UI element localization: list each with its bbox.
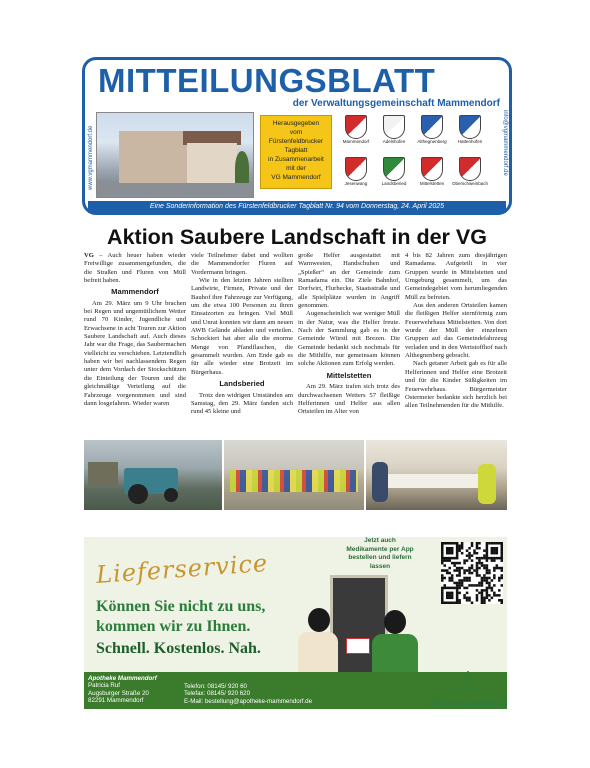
publisher-box: Herausgegeben vom Fürstenfeldbrucker Tagblatt in Zusammenarbeit mit der VG Mammendorf [260,115,332,189]
crest-label: Oberschweinbach [452,181,489,186]
ad-contact: Telefon: 08145/ 920 60 Telefax: 08145/ 920 620 E-Mail: bestellung@apotheke-mammendorf.de [184,683,313,705]
paragraph: Aus den anderen Ortsteilen kamen die fleißigen Helfer sternförmig zum Feuerwehrhaus Mittelstetten. Von dort wurde der Müll der einzelnen Gruppen auf das Gemeindefahrzeug verladen und in den Wertstoffhof nach Althegnenberg gebracht. [405,302,507,360]
section-heading-landsberied: Landsberied [219,379,265,389]
article-headline: Aktion Saubere Landschaft in der VG [107,225,487,249]
article-column-2 [191,252,293,417]
paragraph: große Helfer ausgestattet mit Warnwesten, Handschuhen und „Spießer“ an der Gemeinde zum Ramadama ein. Die Ziele Bahnhof, Dorfwirt, Flurhecke, Staatsstraße und alle Spielplätze wurden in Angriff genommen. [298,252,400,310]
photo-tractor [84,440,222,510]
email-link[interactable]: info@vgmammendorf.de [502,110,508,176]
section-heading-mittelstetten: Mittelstetten [326,370,372,380]
section-heading-mammendorf: Mammendorf [111,287,159,297]
crest-label: Althegnenberg [417,139,447,144]
town-hall-photo [96,112,254,198]
pharmacy-logo: ⚕ APOTHEKE Mammendorf [429,668,507,710]
crest-adelshofen [376,115,412,144]
ad-slogan-line-1: Können Sie nicht zu uns, [96,598,266,615]
masthead-footer: Eine Sonderinformation des Fürstenfeldbrucker Tagblatt Nr. 94 vom Donnerstag, 24. April 2025 [88,201,506,213]
ad-slogan-line-2: kommen wir zu Ihnen. [96,618,251,635]
ad-slogan-line-3: Schnell. Kostenlos. Nah. [96,640,261,657]
paragraph: Am 29. März trafen sich trotz des durchwachsenen Wetters 57 fleißige Helferinnen und Helfer aus allen Ortsteilen im Alter von [298,383,400,416]
crest-mittelstetten [414,157,450,186]
crest-label: Adelshofen [382,139,406,144]
paragraph: viele Teilnehmer dabei und wollten die Mammendorfer Fluren auf Vordermann bringen. [191,252,293,276]
crest-label: Jesenwang [344,181,368,186]
crest-label: Hattenhofen [457,139,483,144]
crest-landsberied [376,157,412,186]
photo-brotzeit [366,440,507,510]
paragraph: Am 29. März um 9 Uhr brachen bei Regen und ungemütlichem Wetter rund 70 Kinder, Jugendliche und Erwachsene in acht Touren zur Aktion Saubere Landschaft auf. Auch dieses Jahr war die Frage, das Saubermachen vielleicht zu verschieben. Letztendlich haben wir bei nachlassendem Regen unter dem Vordach der Stockschützen die Einteilung der Touren und die gleichmäßige Verteilung auf die Fahrzeuge vorgenommen und sind dann losgefahren. Wieder waren [84,299,186,407]
crest-shield-icon [383,157,405,181]
crest-shield-icon [421,115,443,139]
medicine-package [346,638,370,654]
crest-althegnenberg [414,115,450,144]
masthead-subtitle: der Verwaltungsgemeinschaft Mammendorf [292,98,500,109]
website-link[interactable]: www.vgmammendorf.de [88,125,94,190]
article-column-1 [84,252,186,408]
crest-label: Landsberied [381,181,407,186]
crest-shield-icon [421,157,443,181]
crest-label: Mammendorf [342,139,370,144]
paragraph: Trotz den widrigen Umständen am Samstag, den 29. März fanden sich rund 45 kleine und [191,391,293,416]
crest-shield-icon [459,157,481,181]
person-left-head [308,608,330,632]
paragraph: Wie in den letzten Jahren stellten Landwirte, Firmen, Private und der Bauhof ihre Fahrzeuge zur Verfügung, um die etwa 100 Personen zu ihren Einsatzorten zu bringen. Viel Müll und Unrat konnten wir dann am neuen AWB Gelände abladen und verteilen. Schockiert hat aber alle die enorme Menge von Pfandflaschen, die gesammelt wurden. Am Ende gab es für alle wieder eine Brotzeit im Bürgerhaus. [191,277,293,376]
crest-shield-icon [345,115,367,139]
crest-shield-icon [345,157,367,181]
photo-group [224,440,364,510]
crest-jesenwang [338,157,374,186]
ad-address: Apotheke Mammendorf Patricia Ruf Augsburger Straße 20 82291 Mammendorf [88,675,157,705]
masthead-title: MITTEILUNGSBLATT [98,62,436,99]
person-left-body [298,632,338,674]
person-right-body [372,634,418,674]
qr-code-icon[interactable] [441,542,503,604]
ad-app-bubble: Jetzt auch Medikamente per App bestellen und liefern lassen [346,537,414,570]
person-right-head [384,610,406,634]
crest-shield-icon [383,115,405,139]
paragraph: 4 bis 82 Jahren zum diesjährigen Ramadama. Aufgeteilt in vier Gruppen wurde in Mittelstetten und Umgebung gesammelt, um das Gemeindegebiet vom herumliegenden Müll zu befreien. [405,252,507,301]
ad-script-title: Lieferservice [95,549,270,589]
photo-strip [84,440,507,510]
paragraph: Augenscheinlich war weniger Müll in der Natur, was die Helfer freute. Nach der Sammlung gab es in der Gemeinde Würstl mit Brezen. Die Gemeinde bedankt sich nochmals für die Mithilfe, nur gemeinsam können solche Aktionen zum Erfolg werden. [298,310,400,368]
pharmacy-a-icon: ⚕ [463,668,473,688]
crest-shield-icon [459,115,481,139]
crest-oberschweinbach [452,157,488,186]
crest-label: Mittelstetten [419,181,445,186]
article-column-3 [298,252,400,417]
article-column-4 [405,252,507,411]
crest-mammendorf [338,115,374,144]
crest-hattenhofen [452,115,488,144]
paragraph: Nach getaner Arbeit gab es für alle Helferinnen und Helfer eine Brotzeit und für die Kinder Süßigkeiten im Feuerwehrhaus. Bürgermeister Ostermeier bedankte sich herzlich bei allen Teilnehmenden für die Mithilfe. [405,360,507,410]
article-lead: VG – Auch heuer haben wieder Freiwillige zusammengefunden, die die Straßen und Fluren von Müll befreit haben. [84,252,186,285]
ad-email-link[interactable]: E-Mail: bestellung@apotheke-mammendorf.de [184,697,313,705]
